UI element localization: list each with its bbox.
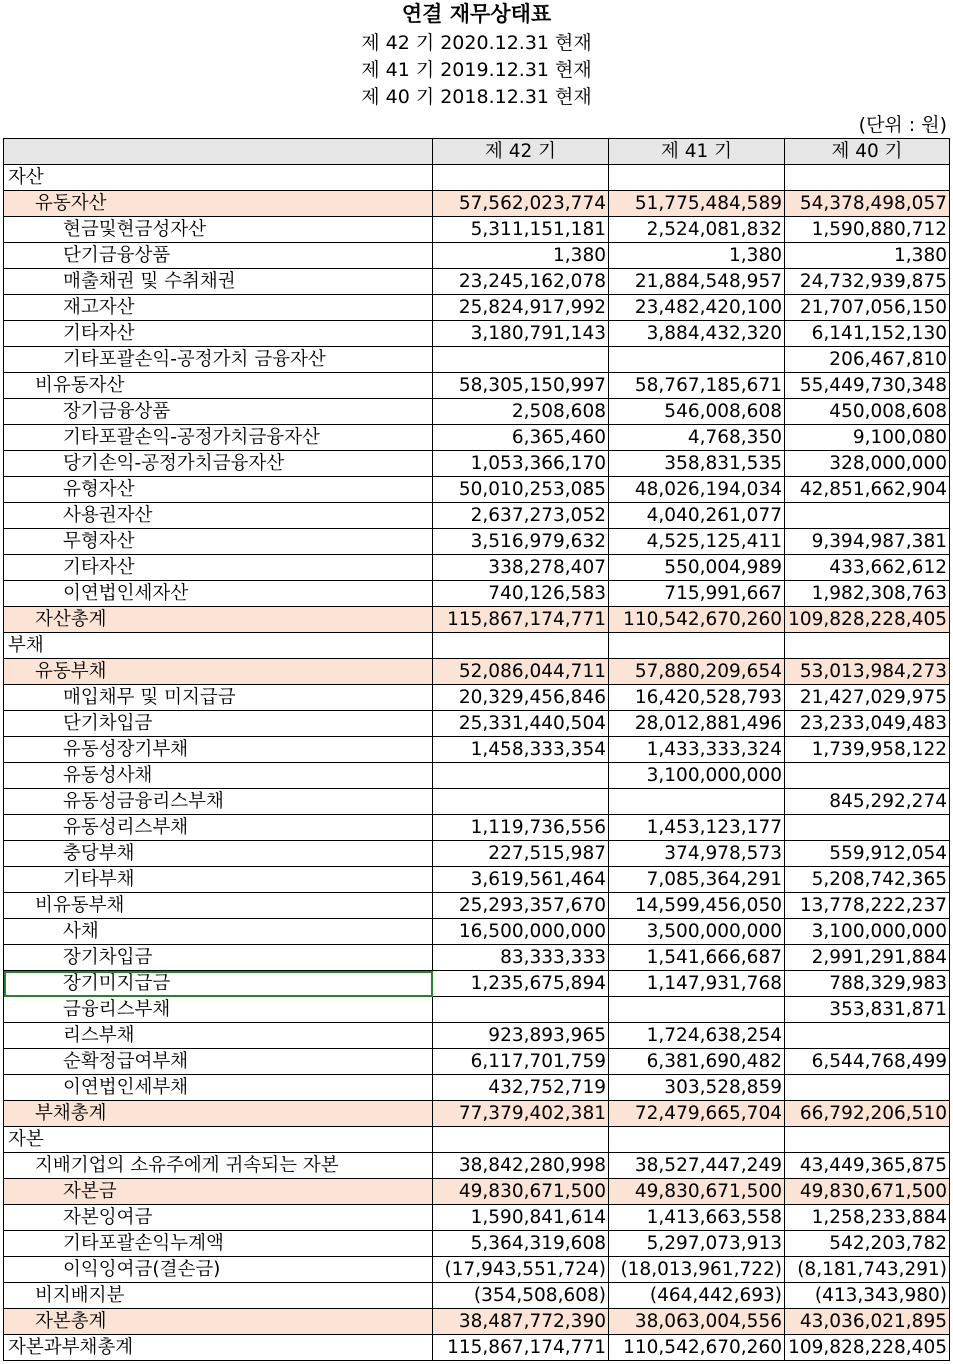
table-row bbox=[4, 321, 950, 347]
table-row bbox=[4, 841, 950, 867]
value-cell[interactable]: 559,912,054 bbox=[785, 841, 950, 867]
table-row bbox=[4, 945, 950, 971]
value-cell[interactable]: 542,203,782 bbox=[785, 1231, 950, 1257]
row-label[interactable]: 이익잉여금(결손금) bbox=[4, 1257, 433, 1283]
value-cell[interactable]: 115,867,174,771 bbox=[433, 1335, 609, 1361]
table-row bbox=[4, 1205, 950, 1231]
table-row bbox=[4, 1309, 950, 1335]
row-label[interactable]: 리스부채 bbox=[4, 1023, 433, 1049]
value-cell[interactable]: 1,724,638,254 bbox=[609, 1023, 785, 1049]
value-cell[interactable]: 1,053,366,170 bbox=[433, 451, 609, 477]
value-cell[interactable]: 23,233,049,483 bbox=[785, 711, 950, 737]
row-label[interactable]: 유동성장기부채 bbox=[4, 737, 433, 763]
value-cell[interactable]: 38,063,004,556 bbox=[609, 1309, 785, 1335]
table-row bbox=[4, 919, 950, 945]
value-cell[interactable]: 13,778,222,237 bbox=[785, 893, 950, 919]
value-cell[interactable]: 1,739,958,122 bbox=[785, 737, 950, 763]
table-row bbox=[4, 191, 950, 217]
row-label[interactable]: 매입채무 및 미지급금 bbox=[4, 685, 433, 711]
table-row bbox=[4, 607, 950, 633]
value-cell[interactable]: 77,379,402,381 bbox=[433, 1101, 609, 1127]
value-cell[interactable]: 3,100,000,000 bbox=[785, 919, 950, 945]
value-cell[interactable] bbox=[609, 633, 785, 659]
table-row bbox=[4, 373, 950, 399]
table-row bbox=[4, 243, 950, 269]
value-cell[interactable] bbox=[785, 1127, 950, 1153]
value-cell[interactable]: 2,637,273,052 bbox=[433, 503, 609, 529]
value-cell[interactable] bbox=[609, 1127, 785, 1153]
table-row bbox=[4, 1153, 950, 1179]
row-label[interactable]: 현금및현금성자산 bbox=[4, 217, 433, 243]
value-cell[interactable] bbox=[433, 633, 609, 659]
table-row bbox=[4, 763, 950, 789]
row-label[interactable]: 자본 bbox=[4, 1127, 433, 1153]
row-label[interactable]: 장기미지급금 bbox=[4, 971, 433, 997]
value-cell[interactable]: 49,830,671,500 bbox=[785, 1179, 950, 1205]
period-41: 제 41 기 2019.12.31 현재 bbox=[361, 59, 592, 81]
value-cell[interactable] bbox=[433, 789, 609, 815]
value-cell[interactable]: 1,380 bbox=[609, 243, 785, 269]
value-cell[interactable]: 303,528,859 bbox=[609, 1075, 785, 1101]
period-40: 제 40 기 2018.12.31 현재 bbox=[361, 86, 592, 108]
row-label[interactable]: 사용권자산 bbox=[4, 503, 433, 529]
value-cell[interactable]: 7,085,364,291 bbox=[609, 867, 785, 893]
value-cell[interactable]: 3,884,432,320 bbox=[609, 321, 785, 347]
value-cell[interactable]: 374,978,573 bbox=[609, 841, 785, 867]
table-row bbox=[4, 269, 950, 295]
table-row bbox=[4, 399, 950, 425]
value-cell[interactable]: 1,380 bbox=[433, 243, 609, 269]
row-label[interactable]: 자본잉여금 bbox=[4, 1205, 433, 1231]
value-cell[interactable]: 4,525,125,411 bbox=[609, 529, 785, 555]
value-cell[interactable]: (8,181,743,291) bbox=[785, 1257, 950, 1283]
value-cell[interactable]: 49,830,671,500 bbox=[609, 1179, 785, 1205]
row-label[interactable]: 비유동자산 bbox=[4, 373, 433, 399]
value-cell[interactable]: 25,824,917,992 bbox=[433, 295, 609, 321]
value-cell[interactable] bbox=[785, 1023, 950, 1049]
unit-label: (단위 : 원) bbox=[858, 114, 947, 136]
table-row bbox=[4, 971, 950, 997]
row-label[interactable]: 충당부채 bbox=[4, 841, 433, 867]
table-row bbox=[4, 425, 950, 451]
value-cell[interactable]: 43,036,021,895 bbox=[785, 1309, 950, 1335]
value-cell[interactable] bbox=[433, 347, 609, 373]
value-cell[interactable]: 50,010,253,085 bbox=[433, 477, 609, 503]
value-cell[interactable]: 9,100,080 bbox=[785, 425, 950, 451]
table-row bbox=[4, 711, 950, 737]
table-row bbox=[4, 1075, 950, 1101]
value-cell[interactable]: 49,830,671,500 bbox=[433, 1179, 609, 1205]
value-cell[interactable]: 3,100,000,000 bbox=[609, 763, 785, 789]
table-row bbox=[4, 789, 950, 815]
row-label[interactable]: 비유동부채 bbox=[4, 893, 433, 919]
table-row bbox=[4, 581, 950, 607]
header-cell-41[interactable]: 제 41 기 bbox=[609, 139, 785, 165]
value-cell[interactable]: 72,479,665,704 bbox=[609, 1101, 785, 1127]
value-cell[interactable]: 55,449,730,348 bbox=[785, 373, 950, 399]
table-row bbox=[4, 893, 950, 919]
value-cell[interactable]: 338,278,407 bbox=[433, 555, 609, 581]
value-cell[interactable]: 16,500,000,000 bbox=[433, 919, 609, 945]
value-cell[interactable]: 740,126,583 bbox=[433, 581, 609, 607]
value-cell[interactable]: 57,562,023,774 bbox=[433, 191, 609, 217]
value-cell[interactable]: 1,590,841,614 bbox=[433, 1205, 609, 1231]
table-row bbox=[4, 217, 950, 243]
row-label[interactable]: 비지배지분 bbox=[4, 1283, 433, 1309]
value-cell[interactable]: 1,541,666,687 bbox=[609, 945, 785, 971]
value-cell[interactable]: 110,542,670,260 bbox=[609, 1335, 785, 1361]
row-label[interactable]: 기타포괄손익-공정가치 금융자산 bbox=[4, 347, 433, 373]
row-label[interactable]: 자산 bbox=[4, 165, 433, 191]
value-cell[interactable] bbox=[433, 1127, 609, 1153]
row-label[interactable]: 부채 bbox=[4, 633, 433, 659]
row-label[interactable]: 유동자산 bbox=[4, 191, 433, 217]
value-cell[interactable]: 6,381,690,482 bbox=[609, 1049, 785, 1075]
table-row bbox=[4, 737, 950, 763]
value-cell[interactable]: 6,365,460 bbox=[433, 425, 609, 451]
statement-title: 연결 재무상태표 bbox=[401, 2, 552, 26]
value-cell[interactable]: 109,828,228,405 bbox=[785, 1335, 950, 1361]
value-cell[interactable]: 115,867,174,771 bbox=[433, 607, 609, 633]
table-row bbox=[4, 451, 950, 477]
row-label[interactable]: 유동성리스부채 bbox=[4, 815, 433, 841]
row-label[interactable]: 장기금융상품 bbox=[4, 399, 433, 425]
value-cell[interactable]: 550,004,989 bbox=[609, 555, 785, 581]
value-cell[interactable] bbox=[609, 789, 785, 815]
value-cell[interactable]: 21,707,056,150 bbox=[785, 295, 950, 321]
value-cell[interactable]: 66,792,206,510 bbox=[785, 1101, 950, 1127]
header-cell-label[interactable] bbox=[4, 139, 433, 165]
value-cell[interactable]: 52,086,044,711 bbox=[433, 659, 609, 685]
value-cell[interactable]: 20,329,456,846 bbox=[433, 685, 609, 711]
table-row bbox=[4, 1023, 950, 1049]
value-cell[interactable]: (354,508,608) bbox=[433, 1283, 609, 1309]
value-cell[interactable]: 546,008,608 bbox=[609, 399, 785, 425]
row-label[interactable]: 이연법인세자산 bbox=[4, 581, 433, 607]
value-cell[interactable]: 845,292,274 bbox=[785, 789, 950, 815]
value-cell[interactable]: (413,343,980) bbox=[785, 1283, 950, 1309]
row-label[interactable]: 재고자산 bbox=[4, 295, 433, 321]
value-cell[interactable]: 3,619,561,464 bbox=[433, 867, 609, 893]
value-cell[interactable]: 58,305,150,997 bbox=[433, 373, 609, 399]
value-cell[interactable]: 788,329,983 bbox=[785, 971, 950, 997]
row-label[interactable]: 유동성금융리스부채 bbox=[4, 789, 433, 815]
value-cell[interactable]: 1,413,663,558 bbox=[609, 1205, 785, 1231]
value-cell[interactable] bbox=[609, 347, 785, 373]
value-cell[interactable]: 4,768,350 bbox=[609, 425, 785, 451]
row-label[interactable]: 부채총계 bbox=[4, 1101, 433, 1127]
value-cell[interactable]: 54,378,498,057 bbox=[785, 191, 950, 217]
row-label[interactable]: 유동성사채 bbox=[4, 763, 433, 789]
row-label[interactable]: 단기금융상품 bbox=[4, 243, 433, 269]
value-cell[interactable]: 1,147,931,768 bbox=[609, 971, 785, 997]
table-row bbox=[4, 477, 950, 503]
value-cell[interactable]: 1,433,333,324 bbox=[609, 737, 785, 763]
value-cell[interactable]: 38,842,280,998 bbox=[433, 1153, 609, 1179]
row-label[interactable]: 유형자산 bbox=[4, 477, 433, 503]
row-label[interactable]: 유동부채 bbox=[4, 659, 433, 685]
value-cell[interactable]: 24,732,939,875 bbox=[785, 269, 950, 295]
value-cell[interactable]: 23,245,162,078 bbox=[433, 269, 609, 295]
value-cell[interactable]: 328,000,000 bbox=[785, 451, 950, 477]
value-cell[interactable]: 353,831,871 bbox=[785, 997, 950, 1023]
row-label[interactable]: 매출채권 및 수취채권 bbox=[4, 269, 433, 295]
value-cell[interactable]: 48,026,194,034 bbox=[609, 477, 785, 503]
value-cell[interactable] bbox=[785, 763, 950, 789]
period-42: 제 42 기 2020.12.31 현재 bbox=[361, 32, 592, 54]
row-label[interactable]: 단기차입금 bbox=[4, 711, 433, 737]
value-cell[interactable] bbox=[785, 815, 950, 841]
table-row bbox=[4, 633, 950, 659]
table-row bbox=[4, 1127, 950, 1153]
row-label[interactable]: 당기손익-공정가치금융자산 bbox=[4, 451, 433, 477]
row-label[interactable]: 기타자산 bbox=[4, 555, 433, 581]
value-cell[interactable]: 53,013,984,273 bbox=[785, 659, 950, 685]
table-row bbox=[4, 503, 950, 529]
value-cell[interactable]: 43,449,365,875 bbox=[785, 1153, 950, 1179]
header-cell-42[interactable]: 제 42 기 bbox=[433, 139, 609, 165]
table-row bbox=[4, 685, 950, 711]
value-cell[interactable]: 6,117,701,759 bbox=[433, 1049, 609, 1075]
value-cell[interactable]: 227,515,987 bbox=[433, 841, 609, 867]
value-cell[interactable] bbox=[433, 997, 609, 1023]
value-cell[interactable]: 450,008,608 bbox=[785, 399, 950, 425]
value-cell[interactable]: 23,482,420,100 bbox=[609, 295, 785, 321]
table-row bbox=[4, 1179, 950, 1205]
table-row bbox=[4, 1101, 950, 1127]
table-row bbox=[4, 659, 950, 685]
value-cell[interactable]: 6,141,152,130 bbox=[785, 321, 950, 347]
value-cell[interactable]: 57,880,209,654 bbox=[609, 659, 785, 685]
row-label[interactable]: 지배기업의 소유주에게 귀속되는 자본 bbox=[4, 1153, 433, 1179]
value-cell[interactable]: 58,767,185,671 bbox=[609, 373, 785, 399]
value-cell[interactable]: (18,013,961,722) bbox=[609, 1257, 785, 1283]
table-row bbox=[4, 1231, 950, 1257]
table-row bbox=[4, 1049, 950, 1075]
value-cell[interactable]: 25,331,440,504 bbox=[433, 711, 609, 737]
header-cell-40[interactable]: 제 40 기 bbox=[785, 139, 950, 165]
value-cell[interactable]: 923,893,965 bbox=[433, 1023, 609, 1049]
table-row bbox=[4, 529, 950, 555]
table-row bbox=[4, 347, 950, 373]
table-row bbox=[4, 295, 950, 321]
value-cell[interactable]: 28,012,881,496 bbox=[609, 711, 785, 737]
value-cell[interactable]: 42,851,662,904 bbox=[785, 477, 950, 503]
value-cell[interactable] bbox=[433, 165, 609, 191]
value-cell[interactable] bbox=[433, 763, 609, 789]
value-cell[interactable]: 25,293,357,670 bbox=[433, 893, 609, 919]
value-cell[interactable]: (464,442,693) bbox=[609, 1283, 785, 1309]
value-cell[interactable] bbox=[609, 997, 785, 1023]
value-cell[interactable] bbox=[785, 165, 950, 191]
value-cell[interactable]: 206,467,810 bbox=[785, 347, 950, 373]
value-cell[interactable]: 715,991,667 bbox=[609, 581, 785, 607]
row-label[interactable]: 자본과부채총계 bbox=[4, 1335, 433, 1361]
row-label[interactable]: 기타부채 bbox=[4, 867, 433, 893]
value-cell[interactable]: 1,258,233,884 bbox=[785, 1205, 950, 1231]
value-cell[interactable]: 9,394,987,381 bbox=[785, 529, 950, 555]
value-cell[interactable]: 2,508,608 bbox=[433, 399, 609, 425]
value-cell[interactable]: 4,040,261,077 bbox=[609, 503, 785, 529]
value-cell[interactable]: 2,524,081,832 bbox=[609, 217, 785, 243]
value-cell[interactable]: 1,590,880,712 bbox=[785, 217, 950, 243]
value-cell[interactable]: 5,208,742,365 bbox=[785, 867, 950, 893]
value-cell[interactable]: 1,458,333,354 bbox=[433, 737, 609, 763]
value-cell[interactable]: 358,831,535 bbox=[609, 451, 785, 477]
value-cell[interactable]: 16,420,528,793 bbox=[609, 685, 785, 711]
table-row bbox=[4, 555, 950, 581]
value-cell[interactable] bbox=[785, 1075, 950, 1101]
value-cell[interactable]: 14,599,456,050 bbox=[609, 893, 785, 919]
row-label[interactable]: 자본금 bbox=[4, 1179, 433, 1205]
row-label[interactable]: 자본총계 bbox=[4, 1309, 433, 1335]
table-row bbox=[4, 867, 950, 893]
table-row bbox=[4, 997, 950, 1023]
value-cell[interactable]: 1,235,675,894 bbox=[433, 971, 609, 997]
value-cell[interactable]: 3,180,791,143 bbox=[433, 321, 609, 347]
row-label[interactable]: 금융리스부채 bbox=[4, 997, 433, 1023]
value-cell[interactable]: 6,544,768,499 bbox=[785, 1049, 950, 1075]
value-cell[interactable] bbox=[785, 503, 950, 529]
value-cell[interactable]: 51,775,484,589 bbox=[609, 191, 785, 217]
balance-sheet-table bbox=[3, 138, 950, 1361]
header-row bbox=[4, 139, 950, 165]
value-cell[interactable]: 2,991,291,884 bbox=[785, 945, 950, 971]
value-cell[interactable]: 3,516,979,632 bbox=[433, 529, 609, 555]
value-cell[interactable]: 1,982,308,763 bbox=[785, 581, 950, 607]
value-cell[interactable]: 83,333,333 bbox=[433, 945, 609, 971]
row-label[interactable]: 무형자산 bbox=[4, 529, 433, 555]
value-cell[interactable]: (17,943,551,724) bbox=[433, 1257, 609, 1283]
value-cell[interactable] bbox=[785, 633, 950, 659]
table-row bbox=[4, 1257, 950, 1283]
value-cell[interactable]: 3,500,000,000 bbox=[609, 919, 785, 945]
table-row bbox=[4, 1283, 950, 1309]
row-label[interactable]: 기타자산 bbox=[4, 321, 433, 347]
row-label[interactable]: 이연법인세부채 bbox=[4, 1075, 433, 1101]
value-cell[interactable]: 38,487,772,390 bbox=[433, 1309, 609, 1335]
row-label[interactable]: 기타포괄손익-공정가치금융자산 bbox=[4, 425, 433, 451]
value-cell[interactable]: 432,752,719 bbox=[433, 1075, 609, 1101]
value-cell[interactable]: 109,828,228,405 bbox=[785, 607, 950, 633]
value-cell[interactable]: 433,662,612 bbox=[785, 555, 950, 581]
value-cell[interactable] bbox=[609, 165, 785, 191]
value-cell[interactable]: 110,542,670,260 bbox=[609, 607, 785, 633]
row-label[interactable]: 자산총계 bbox=[4, 607, 433, 633]
value-cell[interactable]: 5,297,073,913 bbox=[609, 1231, 785, 1257]
table-row bbox=[4, 1335, 950, 1361]
value-cell[interactable]: 1,380 bbox=[785, 243, 950, 269]
row-label[interactable]: 장기차입금 bbox=[4, 945, 433, 971]
value-cell[interactable]: 38,527,447,249 bbox=[609, 1153, 785, 1179]
value-cell[interactable]: 1,453,123,177 bbox=[609, 815, 785, 841]
value-cell[interactable]: 5,364,319,608 bbox=[433, 1231, 609, 1257]
table-row bbox=[4, 815, 950, 841]
value-cell[interactable]: 5,311,151,181 bbox=[433, 217, 609, 243]
value-cell[interactable]: 21,884,548,957 bbox=[609, 269, 785, 295]
value-cell[interactable]: 21,427,029,975 bbox=[785, 685, 950, 711]
table-row bbox=[4, 165, 950, 191]
row-label[interactable]: 사채 bbox=[4, 919, 433, 945]
row-label[interactable]: 순확정급여부채 bbox=[4, 1049, 433, 1075]
row-label[interactable]: 기타포괄손익누계액 bbox=[4, 1231, 433, 1257]
value-cell[interactable]: 1,119,736,556 bbox=[433, 815, 609, 841]
